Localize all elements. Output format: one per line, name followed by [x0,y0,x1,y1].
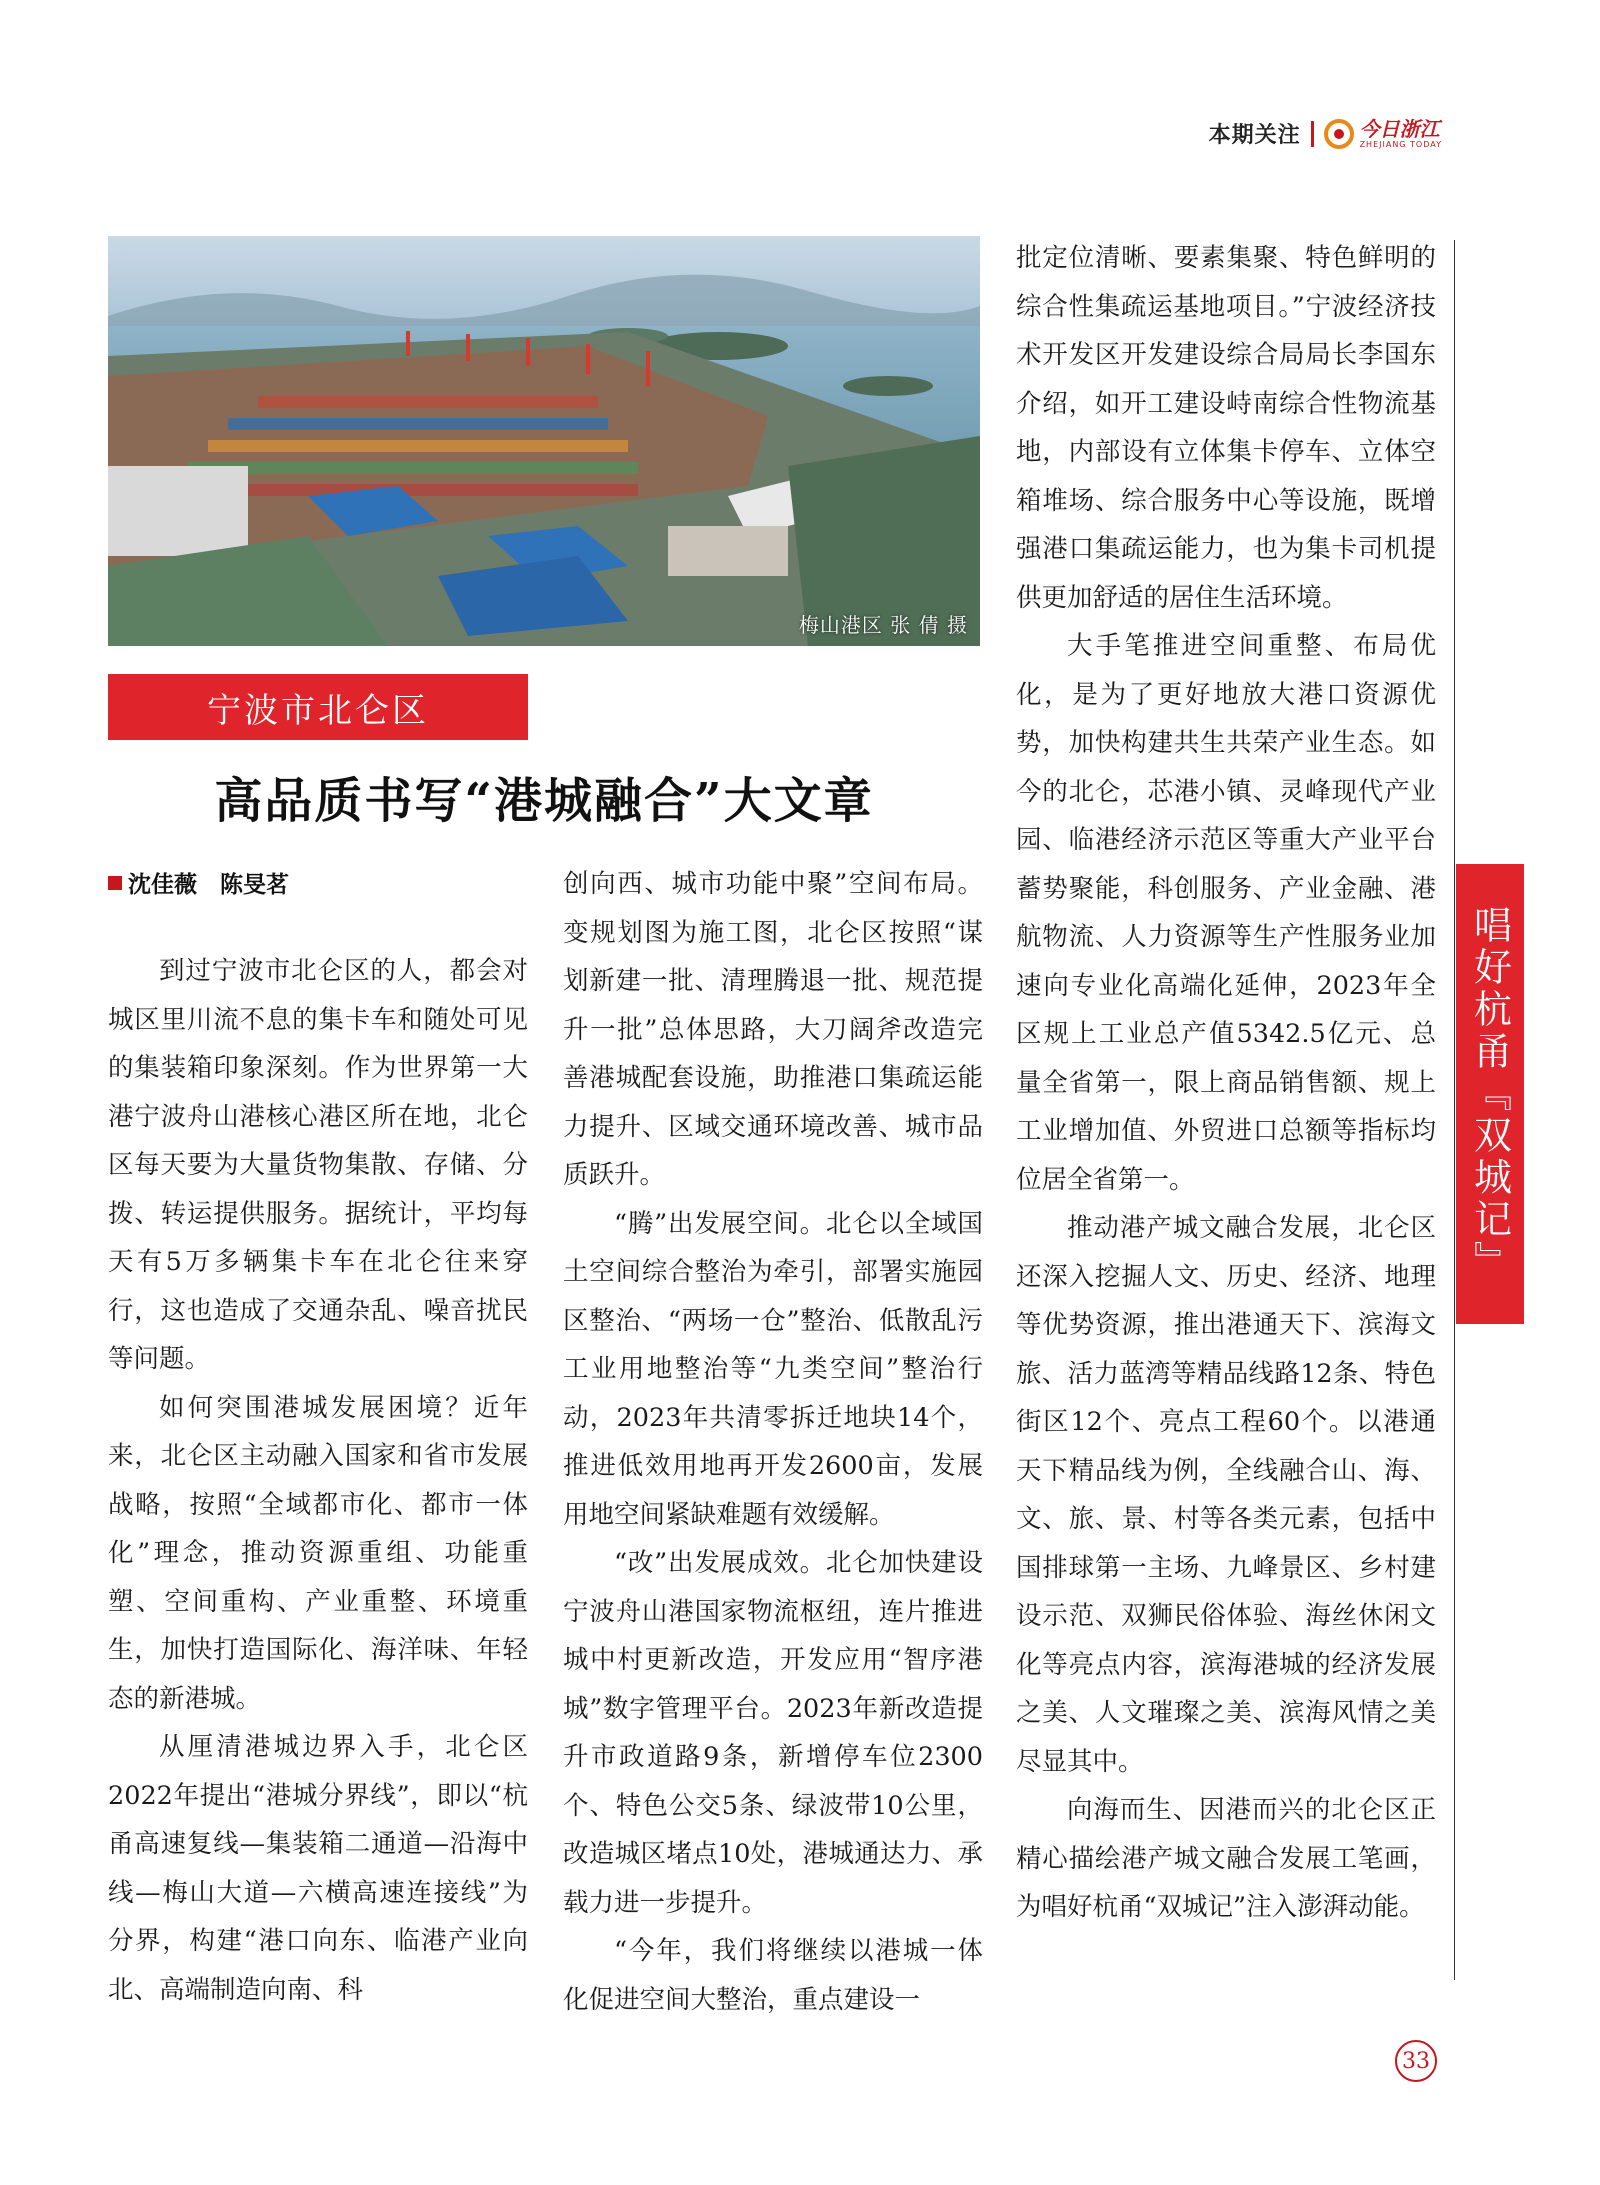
port-illustration [108,236,980,646]
section-label: 本期关注 [1208,123,1301,148]
paragraph: 推动港产城文融合发展，北仑区还深入挖掘人文、历史、经济、地理等优势资源，推出港通天下、滨海文旅、活力蓝湾等精品线路12条、特色街区12个、亮点工程60个。以港通天下精品线为例，全线融合山、海、文、旅、景、村等各类元素，包括中国排球第一主场、九峰景区、乡村建设示范、双狮民俗体验、海丝休闲文化等亮点内容，滨海港城的经济发展之美、人文璀璨之美、滨海风情之美尽显其中。 [1016,1213,1436,1777]
district-banner: 宁波市北仑区 [108,674,528,740]
logo-icon [1324,119,1354,149]
paragraph: “腾”出发展空间。北仑以全域国土空间综合整治为牵引，部署实施园区整治、“两场一仓”整治、低散乱污工业用地整治等“九类空间”整治行动，2023年共清零拆迁地块14个，推进低效用地再开发2600亩，发展用地空间紧缺难题有效缓解。 [563,1208,983,1530]
article-headline: 高品质书写“港城融合”大文章 [214,773,874,829]
paragraph: 到过宁波市北仑区的人，都会对城区里川流不息的集卡车和随处可见的集装箱印象深刻。作为世界第一大港宁波舟山港核心港区所在地，北仑区每天要为大量货物集散、存储、分拨、转运提供服务。据统计，平均每天有5万多辆集卡车在北仑往来穿行，这也造成了交通杂乱、噪音扰民等问题。 [108,956,528,1374]
paragraph: 如何突围港城发展困境？近年来，北仑区主动融入国家和省市发展战略，按照“全域都市化、都市一体化”理念，推动资源重组、功能重塑、空间重构、产业重整、环境重生，加快打造国际化、海洋味、年轻态的新港城。 [108,1392,528,1714]
paragraph: “今年，我们将继续以港城一体化促进空间大整治，重点建设一 [563,1936,983,2015]
series-side-tab [1456,864,1524,1324]
paragraph: 大手笔推进空间重整、布局优化，是为了更好地放大港口资源优势，加快构建共生共荣产业生态。如今的北仑，芯港小镇、灵峰现代产业园、临港经济示范区等重大产业平台蓄势聚能，科创服务、产业金融、港航物流、人力资源等生产性服务业加速向专业化高端化延伸，2023年全区规上工业总产值5342.5亿元、总量全省第一，限上商品销售额、规上工业增加值、外贸进口总额等指标均位居全省第一。 [1016,631,1436,1195]
header-divider [1311,121,1314,147]
text-column-2 [563,860,983,2024]
paragraph: 从厘清港城边界入手，北仑区2022年提出“港城分界线”，即以“杭甬高速复线—集装箱二通道—沿海中线—梅山大道—六横高速连接线”为分界，构建“港口向东、临港产业向北、高端制造向南、科 [108,1732,528,2005]
paragraph: “改”出发展成效。北仑加快建设宁波舟山港国家物流枢纽，连片推进城中村更新改造，开发应用“智序港城”数字管理平台。2023年新改造提升市政道路9条，新增停车位2300个、特色公交5条、绿波带10公里，改造城区堵点10处，港城通达力、承载力进一步提升。 [563,1548,983,1918]
byline-marker [108,876,122,890]
page-header [1209,118,1442,149]
page-number: 33 [1395,2040,1437,2082]
author-names: 沈佳薇 陈旻茗 [128,872,289,898]
text-column-3 [1016,234,1436,1932]
paragraph: 批定位清晰、要素集聚、特色鲜明的综合性集疏运基地项目。”宁波经济技术开发区开发建设综合局局长李国东介绍，如开工建设峙南综合性物流基地，内部设有立体集卡停车、立体空箱堆场、综合服务中心等设施，既增强港口集疏运能力，也为集卡司机提供更加舒适的居住生活环境。 [1016,243,1436,613]
magazine-logo [1324,116,1442,149]
paragraph: 创向西、城市功能中聚”空间布局。变规划图为施工图，北仑区按照“谋划新建一批、清理腾退一批、规范提升一批”总体思路，大刀阔斧改造完善港城配套设施，助推港口集疏运能力提升、区域交通环境改善、城市品质跃升。 [563,869,983,1190]
port-aerial-photo [108,236,980,646]
logo-english-name: ZHEJIANG TODAY [1359,139,1442,149]
paragraph: 向海而生、因港而兴的北仑区正精心描绘港产城文融合发展工笔画，为唱好杭甬“双城记”注入澎湃动能。 [1016,1795,1436,1922]
text-column-1 [108,947,528,2014]
logo-text [1359,116,1442,149]
logo-chinese-name: 今日浙江 [1359,116,1440,141]
series-title: 唱好杭甬『双城记』 [1467,905,1512,1283]
byline [108,866,289,899]
photo-caption: 梅山港区 张 倩 摄 [798,613,968,637]
column-rule [1454,240,1455,1980]
